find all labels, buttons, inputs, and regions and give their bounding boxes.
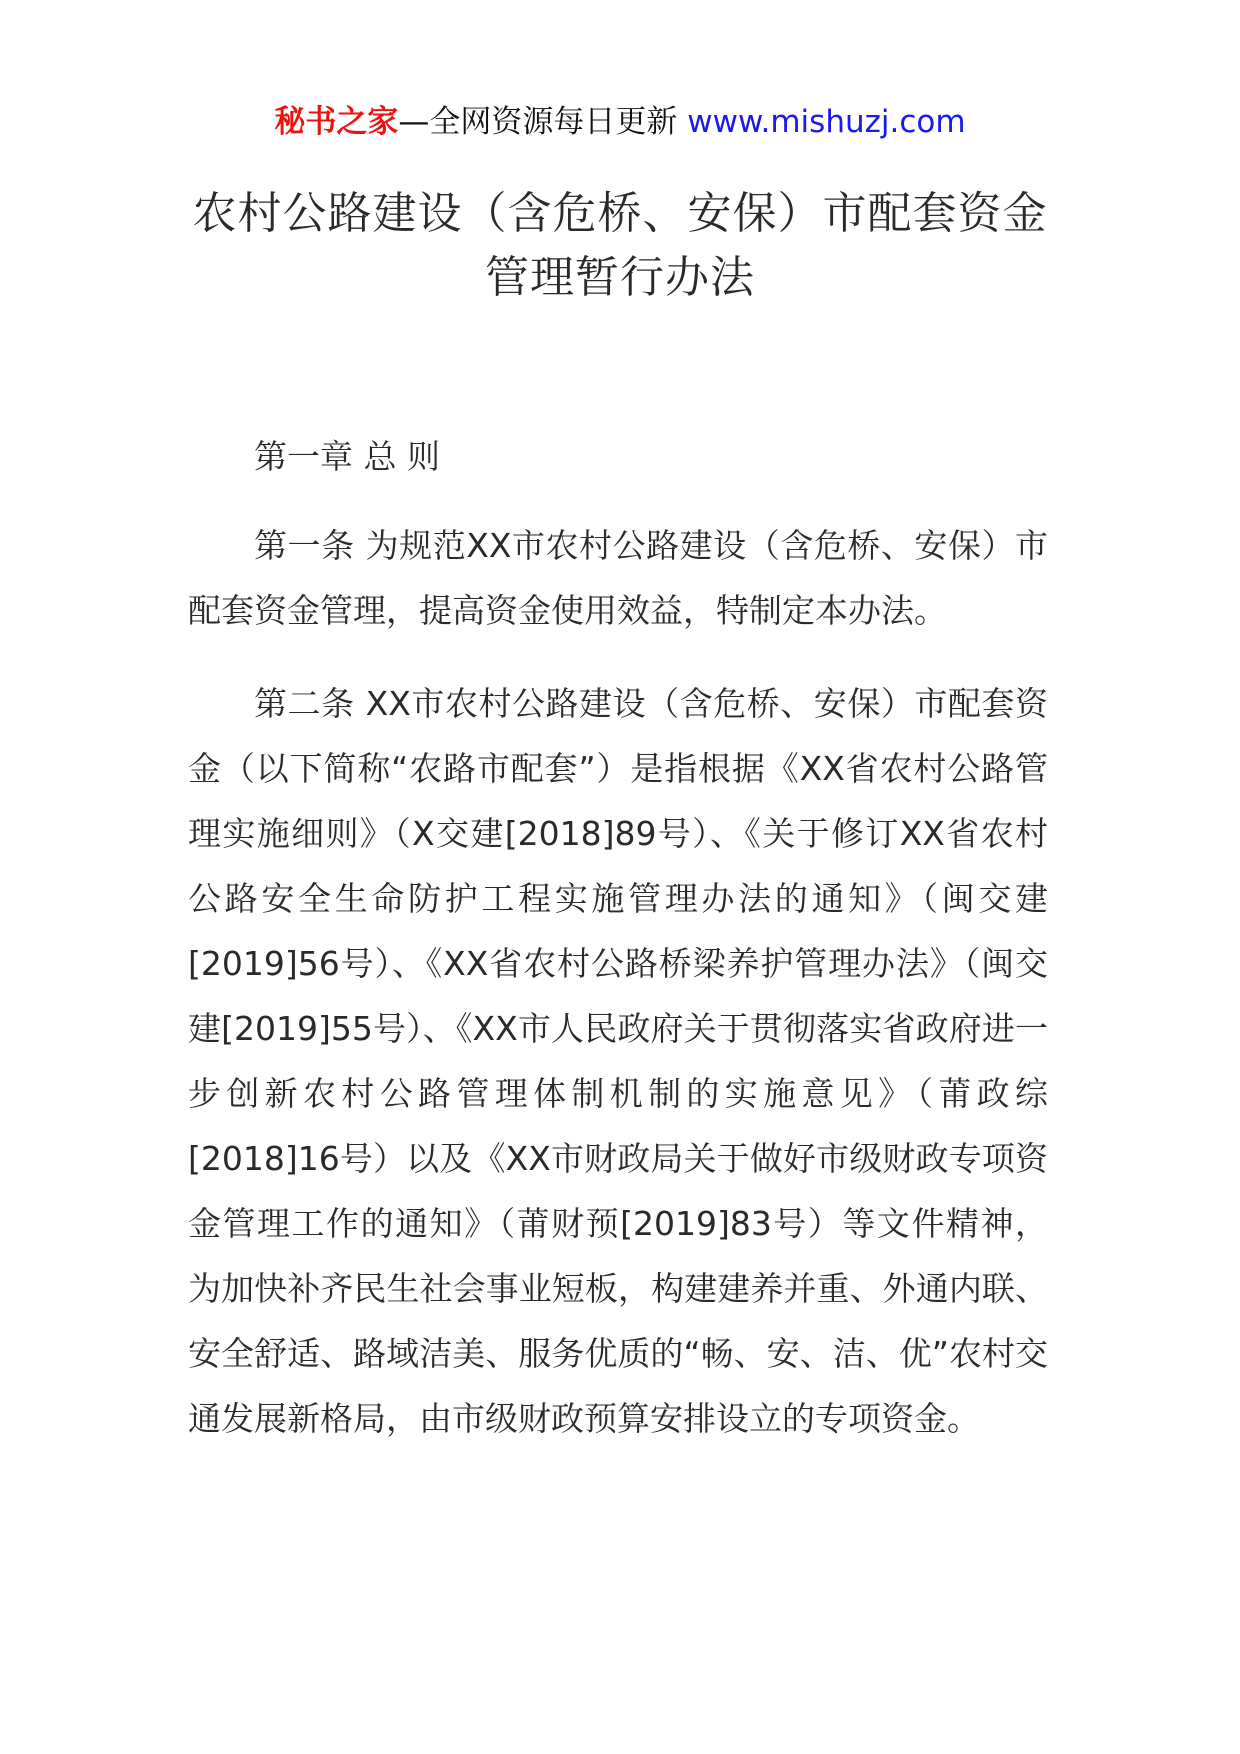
document-title: 农村公路建设（含危桥、安保）市配套资金管理暂行办法	[192, 188, 1048, 303]
site-url-link[interactable]: www.mishuzj.com	[687, 104, 966, 140]
chapter-heading: 第一章 总 则	[254, 437, 440, 476]
site-header	[0, 100, 1240, 144]
article-paragraph-2: 第二条 XX市农村公路建设（含危桥、安保）市配套资金（以下简称“农路市配套”）是指根据《XX省农村公路管理实施细则》（X交建[2018]89号）、《关于修订XX省农村公路安全生命防护工程实施管理办法的通知》（闽交建[2019]56号）、《XX省农村公路桥梁养护管理办法》（闽交建[2019]55号）、《XX市人民政府关于贯彻落实省政府进一步创新农村公路管理体制机制的实施意见》（莆政综[2018]16号）以及《XX市财政局关于做好市级财政专项资金管理工作的通知》（莆财预[2019]83号）等文件精神，为加快补齐民生社会事业短板，构建建养并重、外通内联、安全舒适、路域洁美、服务优质的“畅、安、洁、优”农村交通发展新格局，由市级财政预算安排设立的专项资金。	[188, 684, 1048, 1438]
article-paragraph-1: 第一条 为规范XX市农村公路建设（含危桥、安保）市配套资金管理，提高资金使用效益，特制定本办法。	[188, 526, 1048, 630]
site-brand: 秘书之家	[274, 104, 399, 140]
document-body	[188, 424, 1048, 1455]
site-slogan: —全网资源每日更新	[398, 104, 678, 140]
